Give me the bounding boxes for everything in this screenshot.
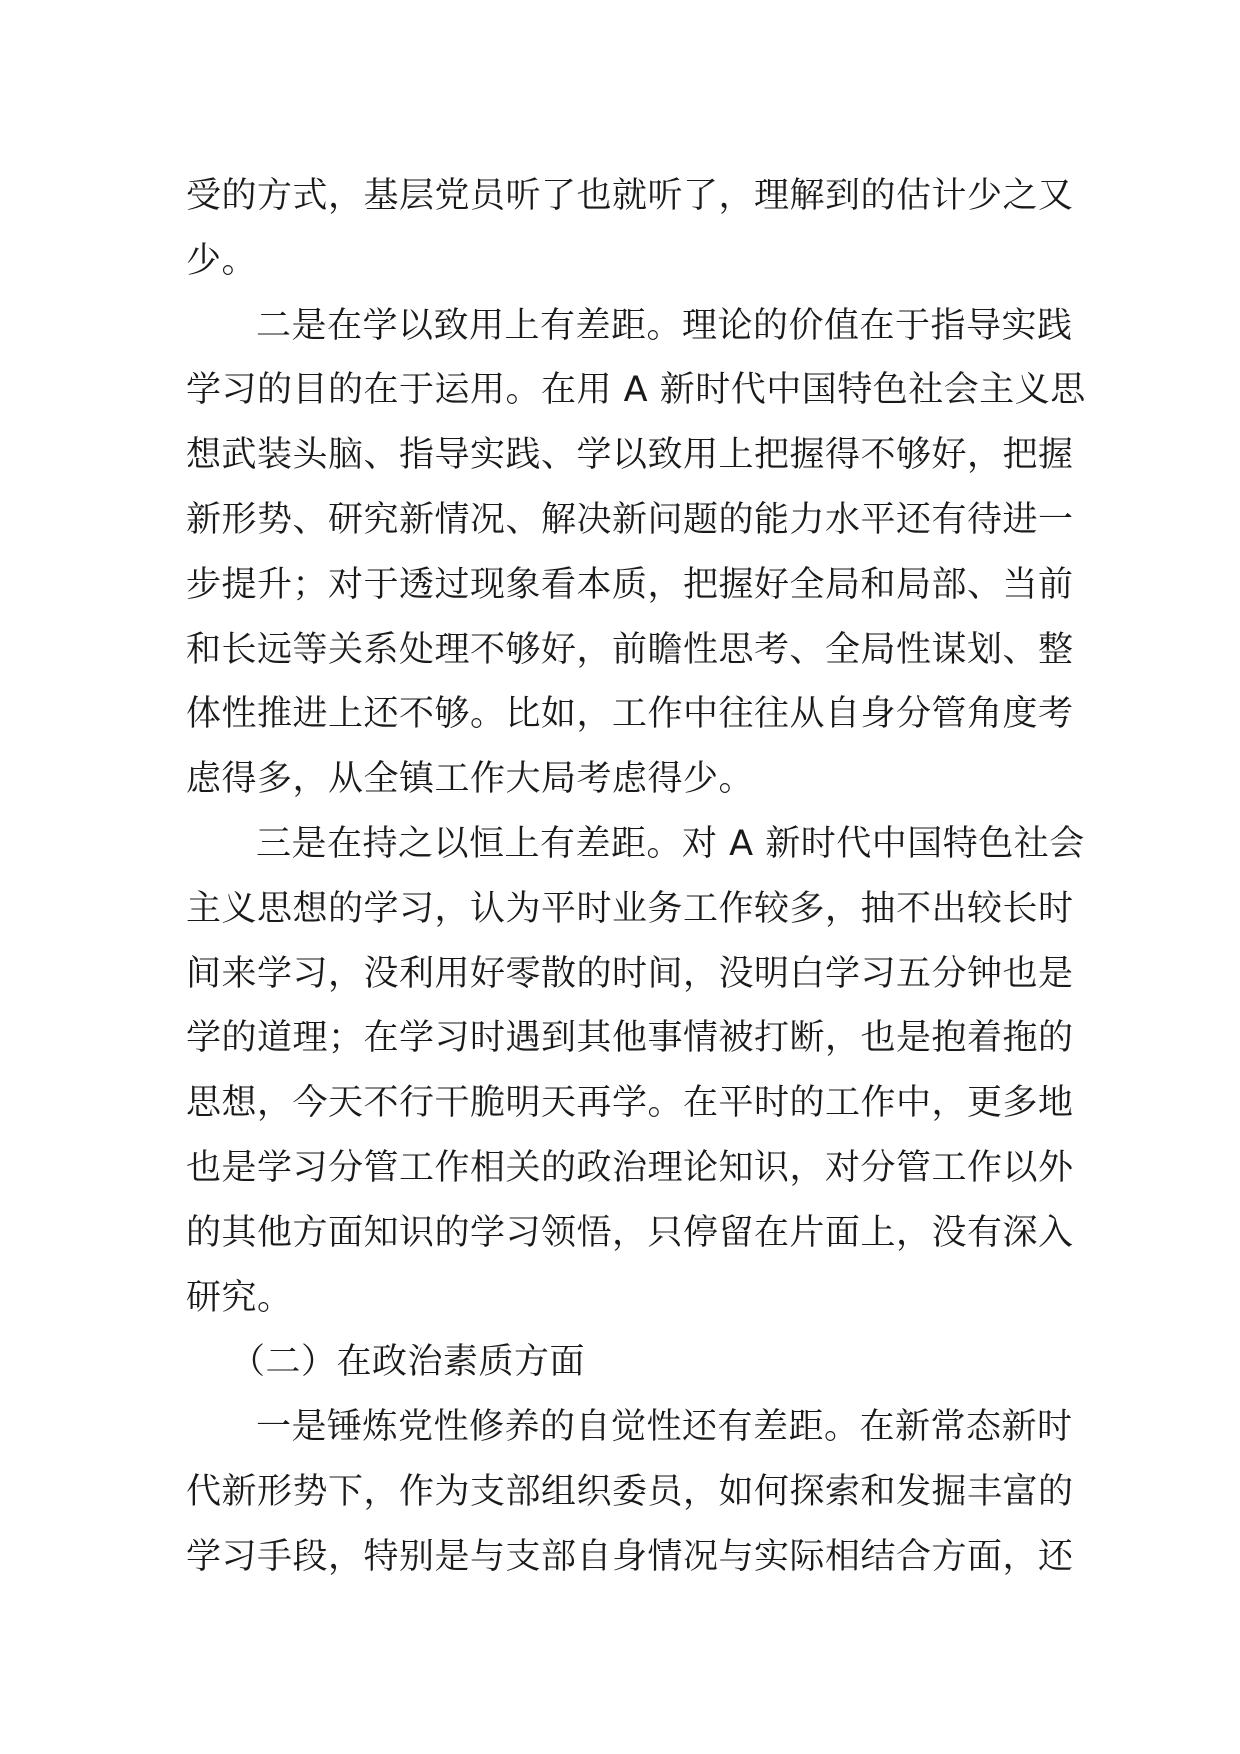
text-line: 间来学习，没利用好零散的时间，没明白学习五分钟也是 <box>186 953 1074 994</box>
paragraph-first-line: 一是锤炼党性修养的自觉性还有差距。在新常态新时 <box>256 1407 1073 1448</box>
paragraph-first-line: 二是在学以致用上有差距。理论的价值在于指导实践 <box>256 305 1073 346</box>
section-heading: （二）在政治素质方面 <box>230 1342 586 1383</box>
text-line: 想武装头脑、指导实践、学以致用上把握得不够好，把握 <box>186 435 1074 476</box>
paragraph-first-line: 三是在持之以恒上有差距。对 A 新时代中国特色社会 <box>256 823 1085 864</box>
text-line: 研究。 <box>186 1277 293 1318</box>
text-line: 也是学习分管工作相关的政治理论知识，对分管工作以外 <box>186 1147 1074 1188</box>
text-line: 主义思想的学习，认为平时业务工作较多，抽不出较长时 <box>186 888 1074 929</box>
text-line: 学习手段，特别是与支部自身情况与实际相结合方面，还 <box>186 1536 1074 1577</box>
text-line: 虑得多，从全镇工作大局考虑得少。 <box>186 759 755 800</box>
text-line: 步提升；对于透过现象看本质，把握好全局和局部、当前 <box>186 564 1074 605</box>
text-line: 体性推进上还不够。比如，工作中往往从自身分管角度考 <box>186 694 1074 735</box>
text-line: 学的道理；在学习时遇到其他事情被打断，也是抱着拖的 <box>186 1018 1074 1059</box>
text-line: 代新形势下，作为支部组织委员，如何探索和发掘丰富的 <box>186 1471 1074 1512</box>
text-line: 新形势、研究新情况、解决新问题的能力水平还有待进一 <box>186 499 1074 540</box>
text-line: 和长远等关系处理不够好，前瞻性思考、全局性谋划、整 <box>186 629 1074 670</box>
text-line: 的其他方面知识的学习领悟，只停留在片面上，没有深入 <box>186 1212 1074 1253</box>
text-line: 受的方式，基层党员听了也就听了，理解到的估计少之又 <box>186 176 1074 216</box>
text-line: 思想，今天不行干脆明天再学。在平时的工作中，更多地 <box>186 1083 1074 1124</box>
text-line: 少。 <box>186 240 258 281</box>
text-line: 学习的目的在于运用。在用 A 新时代中国特色社会主义思 <box>186 370 1086 411</box>
document-body <box>186 164 1086 1590</box>
